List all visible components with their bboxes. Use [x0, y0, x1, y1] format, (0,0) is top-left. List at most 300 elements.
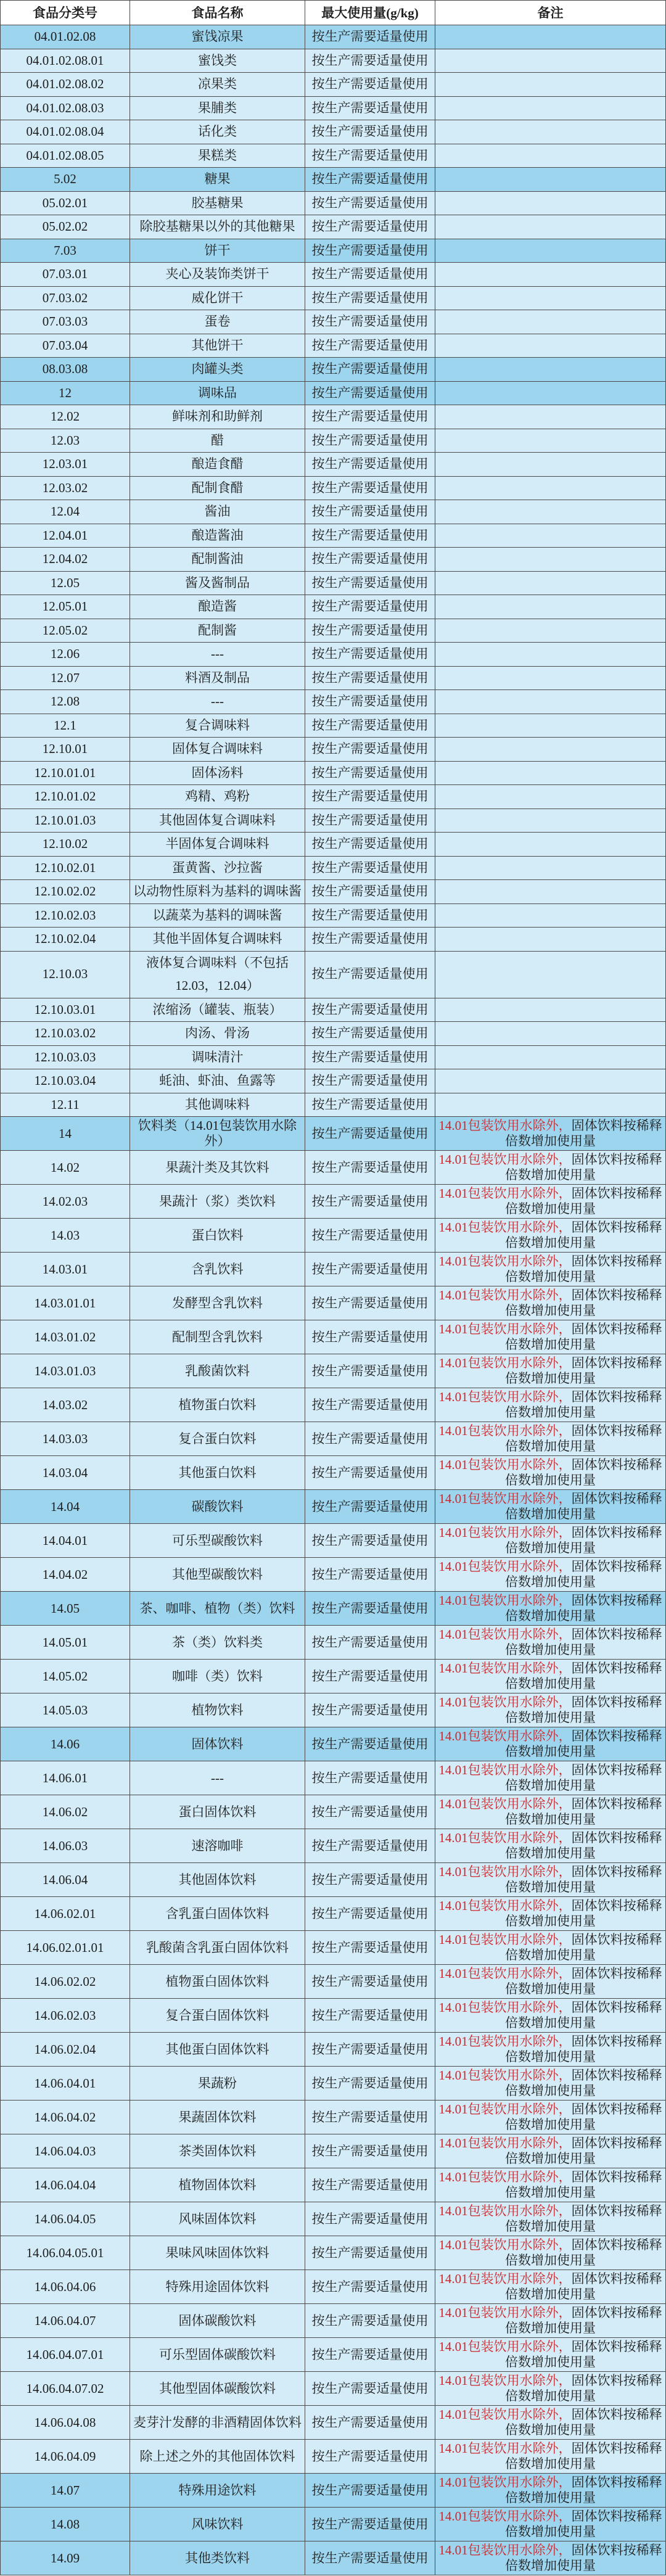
cell-usage: 按生产需要适量使用 — [305, 1897, 435, 1931]
cell-usage: 按生产需要适量使用 — [305, 500, 435, 524]
remark-dilution-text: 固体饮料按稀释倍数增加使用量 — [505, 1457, 662, 1488]
cell-usage: 按生产需要适量使用 — [305, 2270, 435, 2304]
cell-code: 12.05 — [0, 572, 130, 596]
cell-usage: 按生产需要适量使用 — [305, 1354, 435, 1388]
cell-name: 其他半固体复合调味料 — [130, 928, 305, 952]
cell-usage: 按生产需要适量使用 — [305, 2372, 435, 2406]
remark-text — [438, 2102, 663, 2133]
cell-name: 固体碳酸饮料 — [130, 2304, 305, 2338]
cell-usage: 按生产需要适量使用 — [305, 1422, 435, 1456]
table-row — [0, 880, 666, 904]
table-row — [0, 833, 666, 857]
remark-dilution-text: 固体饮料按稀释倍数增加使用量 — [505, 1593, 662, 1623]
cell-remark — [435, 595, 666, 619]
cell-code: 14.07 — [0, 2474, 130, 2508]
remark-text — [438, 1525, 663, 1556]
cell-usage: 按生产需要适量使用 — [305, 405, 435, 429]
table-row — [0, 477, 666, 501]
cell-remark — [435, 833, 666, 857]
table-row — [0, 714, 666, 738]
cell-remark — [435, 1524, 666, 1558]
remark-text — [438, 1423, 663, 1454]
cell-usage: 按生产需要适量使用 — [305, 2338, 435, 2372]
cell-remark — [435, 1046, 666, 1070]
cell-usage: 按生产需要适量使用 — [305, 1490, 435, 1524]
remark-text — [438, 2543, 663, 2574]
remark-text — [438, 2271, 663, 2302]
table-row — [0, 1069, 666, 1093]
cell-remark — [435, 1660, 666, 1693]
cell-name: 酱及酱制品 — [130, 572, 305, 596]
cell-usage: 按生产需要适量使用 — [305, 453, 435, 477]
remark-exception-text: 14.01包装饮用水除外， — [438, 1559, 572, 1574]
remark-exception-text: 14.01包装饮用水除外， — [438, 1186, 572, 1201]
remark-exception-text: 14.01包装饮用水除外， — [438, 2441, 572, 2456]
remark-text — [438, 2339, 663, 2370]
cell-usage: 按生产需要适量使用 — [305, 952, 435, 998]
cell-code: 04.01.02.08.01 — [0, 49, 130, 73]
cell-usage: 按生产需要适量使用 — [305, 2134, 435, 2168]
table-row — [0, 1219, 666, 1253]
cell-remark — [435, 1422, 666, 1456]
cell-name: 植物蛋白固体饮料 — [130, 1965, 305, 1999]
cell-name: 果蔬固体饮料 — [130, 2101, 305, 2134]
cell-usage: 按生产需要适量使用 — [305, 1795, 435, 1829]
cell-name: 配制食醋 — [130, 477, 305, 501]
cell-remark — [435, 1388, 666, 1422]
cell-usage: 按生产需要适量使用 — [305, 857, 435, 881]
cell-name: 速溶咖啡 — [130, 1829, 305, 1863]
cell-remark — [435, 263, 666, 287]
remark-exception-text: 14.01包装饮用水除外， — [438, 2407, 572, 2422]
cell-usage: 按生产需要适量使用 — [305, 667, 435, 691]
table-row — [0, 358, 666, 382]
cell-remark — [435, 2372, 666, 2406]
cell-code: 12.03 — [0, 429, 130, 453]
remark-text — [438, 1288, 663, 1319]
cell-name: 蛋卷 — [130, 310, 305, 334]
cell-code: 04.01.02.08.03 — [0, 97, 130, 121]
cell-name: 其他饼干 — [130, 334, 305, 358]
cell-usage: 按生产需要适量使用 — [305, 2033, 435, 2067]
cell-remark — [435, 762, 666, 786]
cell-code: 14.06.02.03 — [0, 1999, 130, 2033]
table-row — [0, 952, 666, 998]
cell-name: 其他固体饮料 — [130, 1863, 305, 1897]
remark-dilution-text: 固体饮料按稀释倍数增加使用量 — [505, 2305, 662, 2335]
cell-usage: 按生产需要适量使用 — [305, 833, 435, 857]
header-remark: 备注 — [435, 1, 666, 25]
cell-code: 14.03.01.01 — [0, 1286, 130, 1320]
cell-remark — [435, 73, 666, 97]
cell-name: 含乳饮料 — [130, 1253, 305, 1286]
remark-dilution-text: 固体饮料按稀释倍数增加使用量 — [505, 1898, 662, 1928]
remark-exception-text: 14.01包装饮用水除外， — [438, 2068, 572, 2083]
cell-remark — [435, 2474, 666, 2508]
cell-usage: 按生产需要适量使用 — [305, 239, 435, 263]
remark-dilution-text: 固体饮料按稀释倍数增加使用量 — [505, 1186, 662, 1216]
cell-remark — [435, 1999, 666, 2033]
cell-remark — [435, 25, 666, 49]
cell-remark — [435, 144, 666, 168]
cell-remark — [435, 1829, 666, 1863]
cell-remark — [435, 120, 666, 144]
remark-exception-text: 14.01包装饮用水除外， — [438, 1898, 572, 1913]
cell-usage: 按生产需要适量使用 — [305, 1046, 435, 1070]
cell-remark — [435, 2168, 666, 2202]
cell-remark — [435, 358, 666, 382]
cell-code: 12.06 — [0, 643, 130, 667]
remark-dilution-text: 固体饮料按稀释倍数增加使用量 — [505, 1288, 662, 1318]
remark-exception-text: 14.01包装饮用水除外， — [438, 1491, 572, 1506]
cell-remark — [435, 952, 666, 998]
cell-remark — [435, 572, 666, 596]
table-row — [0, 1999, 666, 2033]
table-row — [0, 1286, 666, 1320]
table-row — [0, 2270, 666, 2304]
table-row — [0, 1253, 666, 1286]
cell-code: 12.10.02.04 — [0, 928, 130, 952]
cell-usage: 按生产需要适量使用 — [305, 2508, 435, 2541]
remark-text — [438, 1593, 663, 1624]
remark-exception-text: 14.01包装饮用水除外， — [438, 2034, 572, 2049]
remark-dilution-text: 固体饮料按稀释倍数增加使用量 — [505, 1627, 662, 1657]
table-row — [0, 1185, 666, 1219]
cell-usage: 按生产需要适量使用 — [305, 738, 435, 762]
remark-text — [438, 1559, 663, 1590]
remark-exception-text: 14.01包装饮用水除外， — [438, 1763, 572, 1777]
remark-text — [438, 2136, 663, 2167]
remark-text — [438, 1864, 663, 1895]
cell-name: 果蔬粉 — [130, 2067, 305, 2101]
cell-usage: 按生产需要适量使用 — [305, 1253, 435, 1286]
cell-usage: 按生产需要适量使用 — [305, 2474, 435, 2508]
table-row — [0, 1897, 666, 1931]
remark-exception-text: 14.01包装饮用水除外， — [438, 1288, 572, 1302]
cell-code: 14.06.02.04 — [0, 2033, 130, 2067]
cell-remark — [435, 1253, 666, 1286]
cell-name: 醋 — [130, 429, 305, 453]
table-row — [0, 572, 666, 596]
remark-exception-text: 14.01包装饮用水除外， — [438, 1627, 572, 1642]
remark-dilution-text: 固体饮料按稀释倍数增加使用量 — [505, 2339, 662, 2369]
table-row — [0, 1693, 666, 1727]
cell-code: 12.04.02 — [0, 548, 130, 572]
cell-usage: 按生产需要适量使用 — [305, 1829, 435, 1863]
cell-remark — [435, 548, 666, 572]
cell-usage: 按生产需要适量使用 — [305, 1660, 435, 1693]
remark-exception-text: 14.01包装饮用水除外， — [438, 2373, 572, 2388]
cell-remark — [435, 738, 666, 762]
cell-usage: 按生产需要适量使用 — [305, 25, 435, 49]
table-row — [0, 1388, 666, 1422]
cell-name: 茶、咖啡、植物（类）饮料 — [130, 1592, 305, 1626]
cell-remark — [435, 192, 666, 216]
cell-usage: 按生产需要适量使用 — [305, 1626, 435, 1660]
remark-text — [438, 1356, 663, 1386]
table-row — [0, 2067, 666, 2101]
table-row — [0, 1093, 666, 1117]
remark-dilution-text: 固体饮料按稀释倍数增加使用量 — [505, 1491, 662, 1521]
cell-remark — [435, 1931, 666, 1965]
cell-code: 14.06.02.02 — [0, 1965, 130, 1999]
cell-code: 14.06.04.08 — [0, 2406, 130, 2440]
cell-code: 14.02.03 — [0, 1185, 130, 1219]
cell-remark — [435, 1626, 666, 1660]
cell-code: 12.03.01 — [0, 453, 130, 477]
cell-code: 12.10.01.02 — [0, 785, 130, 809]
cell-code: 12.11 — [0, 1093, 130, 1117]
remark-dilution-text: 固体饮料按稀释倍数增加使用量 — [505, 1525, 662, 1555]
cell-remark — [435, 2236, 666, 2270]
cell-name: 胶基糖果 — [130, 192, 305, 216]
cell-usage: 按生产需要适量使用 — [305, 1022, 435, 1046]
cell-code: 14.06.02 — [0, 1795, 130, 1829]
cell-code: 05.02.02 — [0, 215, 130, 239]
table-row — [0, 643, 666, 667]
cell-code: 12.10.02.01 — [0, 857, 130, 881]
cell-name: 饼干 — [130, 239, 305, 263]
cell-name: --- — [130, 643, 305, 667]
table-row — [0, 2406, 666, 2440]
table-row — [0, 263, 666, 287]
cell-code: 14.06.04.01 — [0, 2067, 130, 2101]
remark-dilution-text: 固体饮料按稀释倍数增加使用量 — [505, 1220, 662, 1250]
cell-code: 04.01.02.08 — [0, 25, 130, 49]
header-name: 食品名称 — [130, 1, 305, 25]
remark-dilution-text: 固体饮料按稀释倍数增加使用量 — [505, 1729, 662, 1759]
cell-code: 14.06.04 — [0, 1863, 130, 1897]
table-row — [0, 2440, 666, 2474]
cell-code: 14.06.03 — [0, 1829, 130, 1863]
cell-usage: 按生产需要适量使用 — [305, 1999, 435, 2033]
cell-usage: 按生产需要适量使用 — [305, 1320, 435, 1354]
table-row — [0, 595, 666, 619]
cell-code: 7.03 — [0, 239, 130, 263]
cell-code: 14.06.04.02 — [0, 2101, 130, 2134]
cell-name: 茶（类）饮料类 — [130, 1626, 305, 1660]
cell-usage: 按生产需要适量使用 — [305, 192, 435, 216]
table-row — [0, 2134, 666, 2168]
cell-usage: 按生产需要适量使用 — [305, 429, 435, 453]
cell-code: 04.01.02.08.04 — [0, 120, 130, 144]
cell-usage: 按生产需要适量使用 — [305, 809, 435, 833]
cell-usage: 按生产需要适量使用 — [305, 2168, 435, 2202]
cell-code: 14.05.01 — [0, 1626, 130, 1660]
cell-code: 12.10.02.02 — [0, 880, 130, 904]
table-row — [0, 1795, 666, 1829]
cell-remark — [435, 287, 666, 311]
table-row — [0, 239, 666, 263]
table-row — [0, 287, 666, 311]
cell-usage: 按生产需要适量使用 — [305, 1592, 435, 1626]
cell-name: 复合蛋白固体饮料 — [130, 1999, 305, 2033]
remark-dilution-text: 固体饮料按稀释倍数增加使用量 — [505, 2170, 662, 2200]
remark-exception-text: 14.01包装饮用水除外， — [438, 1152, 572, 1167]
remark-dilution-text: 固体饮料按稀释倍数增加使用量 — [505, 2509, 662, 2539]
cell-code: 14.02 — [0, 1151, 130, 1185]
cell-remark — [435, 168, 666, 192]
cell-code: 14.04 — [0, 1490, 130, 1524]
remark-exception-text: 14.01包装饮用水除外， — [438, 2204, 572, 2218]
remark-dilution-text: 固体饮料按稀释倍数增加使用量 — [505, 1695, 662, 1725]
cell-remark — [435, 2270, 666, 2304]
remark-dilution-text: 固体饮料按稀释倍数增加使用量 — [505, 2373, 662, 2403]
cell-name: 特殊用途固体饮料 — [130, 2270, 305, 2304]
table-row — [0, 1931, 666, 1965]
cell-usage: 按生产需要适量使用 — [305, 880, 435, 904]
remark-text — [438, 1186, 663, 1217]
cell-name: --- — [130, 690, 305, 714]
remark-text — [438, 2475, 663, 2506]
cell-name: 料酒及制品 — [130, 667, 305, 691]
cell-name: 以动物性原料为基料的调味酱 — [130, 880, 305, 904]
remark-exception-text: 14.01包装饮用水除外， — [438, 1932, 572, 1947]
cell-remark — [435, 405, 666, 429]
remark-dilution-text: 固体饮料按稀释倍数增加使用量 — [505, 1661, 662, 1691]
remark-exception-text: 14.01包装饮用水除外， — [438, 1254, 572, 1269]
remark-exception-text: 14.01包装饮用水除外， — [438, 2000, 572, 2015]
remark-dilution-text: 固体饮料按稀释倍数增加使用量 — [505, 2204, 662, 2234]
cell-code: 12.02 — [0, 405, 130, 429]
remark-dilution-text: 固体饮料按稀释倍数增加使用量 — [505, 1389, 662, 1420]
cell-usage: 按生产需要适量使用 — [305, 1151, 435, 1185]
remark-text — [438, 1796, 663, 1827]
cell-remark — [435, 477, 666, 501]
table-row — [0, 25, 666, 49]
cell-remark — [435, 524, 666, 548]
cell-remark — [435, 667, 666, 691]
table-row — [0, 2541, 666, 2575]
cell-name: 配制酱油 — [130, 548, 305, 572]
remark-text — [438, 1220, 663, 1251]
cell-name: 碳酸饮料 — [130, 1490, 305, 1524]
cell-remark — [435, 2440, 666, 2474]
table-row — [0, 453, 666, 477]
table-row — [0, 2508, 666, 2541]
remark-text — [438, 1898, 663, 1929]
cell-remark — [435, 998, 666, 1023]
cell-usage: 按生产需要适量使用 — [305, 1093, 435, 1117]
cell-name: 可乐型固体碳酸饮料 — [130, 2338, 305, 2372]
remark-exception-text: 14.01包装饮用水除外， — [438, 1423, 572, 1438]
cell-name: 夹心及装饰类饼干 — [130, 263, 305, 287]
table-row — [0, 1117, 666, 1151]
table-row — [0, 2372, 666, 2406]
cell-usage: 按生产需要适量使用 — [305, 690, 435, 714]
table-row — [0, 2033, 666, 2067]
cell-usage: 按生产需要适量使用 — [305, 714, 435, 738]
remark-text — [438, 1118, 663, 1149]
cell-code: 12.07 — [0, 667, 130, 691]
cell-name: 配制酱 — [130, 619, 305, 643]
cell-remark — [435, 1558, 666, 1592]
remark-text — [438, 2305, 663, 2336]
table-row — [0, 192, 666, 216]
cell-code: 07.03.04 — [0, 334, 130, 358]
table-row — [0, 215, 666, 239]
cell-usage: 按生产需要适量使用 — [305, 548, 435, 572]
cell-usage: 按生产需要适量使用 — [305, 215, 435, 239]
cell-code: 14.05.03 — [0, 1693, 130, 1727]
cell-name: 酿造食醋 — [130, 453, 305, 477]
remark-exception-text: 14.01包装饮用水除外， — [438, 1389, 572, 1404]
table-row — [0, 785, 666, 809]
cell-remark — [435, 2406, 666, 2440]
table-row — [0, 1456, 666, 1490]
table-row — [0, 1965, 666, 1999]
remark-dilution-text: 固体饮料按稀释倍数增加使用量 — [505, 1763, 662, 1793]
remark-text — [438, 2373, 663, 2404]
cell-code: 04.01.02.08.05 — [0, 144, 130, 168]
cell-code: 14.03.02 — [0, 1388, 130, 1422]
cell-code: 12.04 — [0, 500, 130, 524]
remark-text — [438, 1389, 663, 1420]
cell-name: 风味饮料 — [130, 2508, 305, 2541]
cell-usage: 按生产需要适量使用 — [305, 2440, 435, 2474]
remark-exception-text: 14.01包装饮用水除外， — [438, 1220, 572, 1235]
cell-code: 04.01.02.08.02 — [0, 73, 130, 97]
cell-name: 酿造酱油 — [130, 524, 305, 548]
cell-name: 蛋黄酱、沙拉酱 — [130, 857, 305, 881]
table-row — [0, 1829, 666, 1863]
cell-usage: 按生产需要适量使用 — [305, 310, 435, 334]
table-row — [0, 2474, 666, 2508]
table-row — [0, 1761, 666, 1795]
remark-exception-text: 14.01包装饮用水除外， — [438, 1525, 572, 1540]
table-row — [0, 2202, 666, 2236]
cell-code: 12.10.03.01 — [0, 998, 130, 1023]
cell-usage: 按生产需要适量使用 — [305, 524, 435, 548]
cell-usage: 按生产需要适量使用 — [305, 1388, 435, 1422]
cell-usage: 按生产需要适量使用 — [305, 1286, 435, 1320]
cell-code: 12.10.03 — [0, 952, 130, 998]
table-row — [0, 97, 666, 121]
cell-usage: 按生产需要适量使用 — [305, 73, 435, 97]
remark-text — [438, 1932, 663, 1963]
cell-name: 其他型固体碳酸饮料 — [130, 2372, 305, 2406]
remark-exception-text: 14.01包装饮用水除外， — [438, 2475, 572, 2490]
remark-dilution-text: 固体饮料按稀释倍数增加使用量 — [505, 1966, 662, 1996]
cell-name: 除上述之外的其他固体饮料 — [130, 2440, 305, 2474]
cell-remark — [435, 1219, 666, 1253]
table-row — [0, 998, 666, 1023]
cell-usage: 按生产需要适量使用 — [305, 49, 435, 73]
cell-code: 14.06.04.06 — [0, 2270, 130, 2304]
remark-text — [438, 1322, 663, 1352]
cell-remark — [435, 1151, 666, 1185]
cell-usage: 按生产需要适量使用 — [305, 1931, 435, 1965]
cell-usage: 按生产需要适量使用 — [305, 2406, 435, 2440]
table-row — [0, 762, 666, 786]
remark-dilution-text: 固体饮料按稀释倍数增加使用量 — [505, 1118, 662, 1148]
cell-usage: 按生产需要适量使用 — [305, 1117, 435, 1151]
remark-exception-text: 14.01包装饮用水除外， — [438, 1864, 572, 1879]
cell-usage: 按生产需要适量使用 — [305, 334, 435, 358]
cell-code: 14.06.04.05 — [0, 2202, 130, 2236]
remark-exception-text: 14.01包装饮用水除外， — [438, 1593, 572, 1608]
cell-remark — [435, 2338, 666, 2372]
remark-text — [438, 1695, 663, 1726]
table-row — [0, 1660, 666, 1693]
remark-text — [438, 2068, 663, 2099]
cell-remark — [435, 857, 666, 881]
cell-code: 12.03.02 — [0, 477, 130, 501]
cell-name: 固体饮料 — [130, 1727, 305, 1761]
cell-remark — [435, 1897, 666, 1931]
cell-remark — [435, 500, 666, 524]
remark-dilution-text: 固体饮料按稀释倍数增加使用量 — [505, 1322, 662, 1352]
